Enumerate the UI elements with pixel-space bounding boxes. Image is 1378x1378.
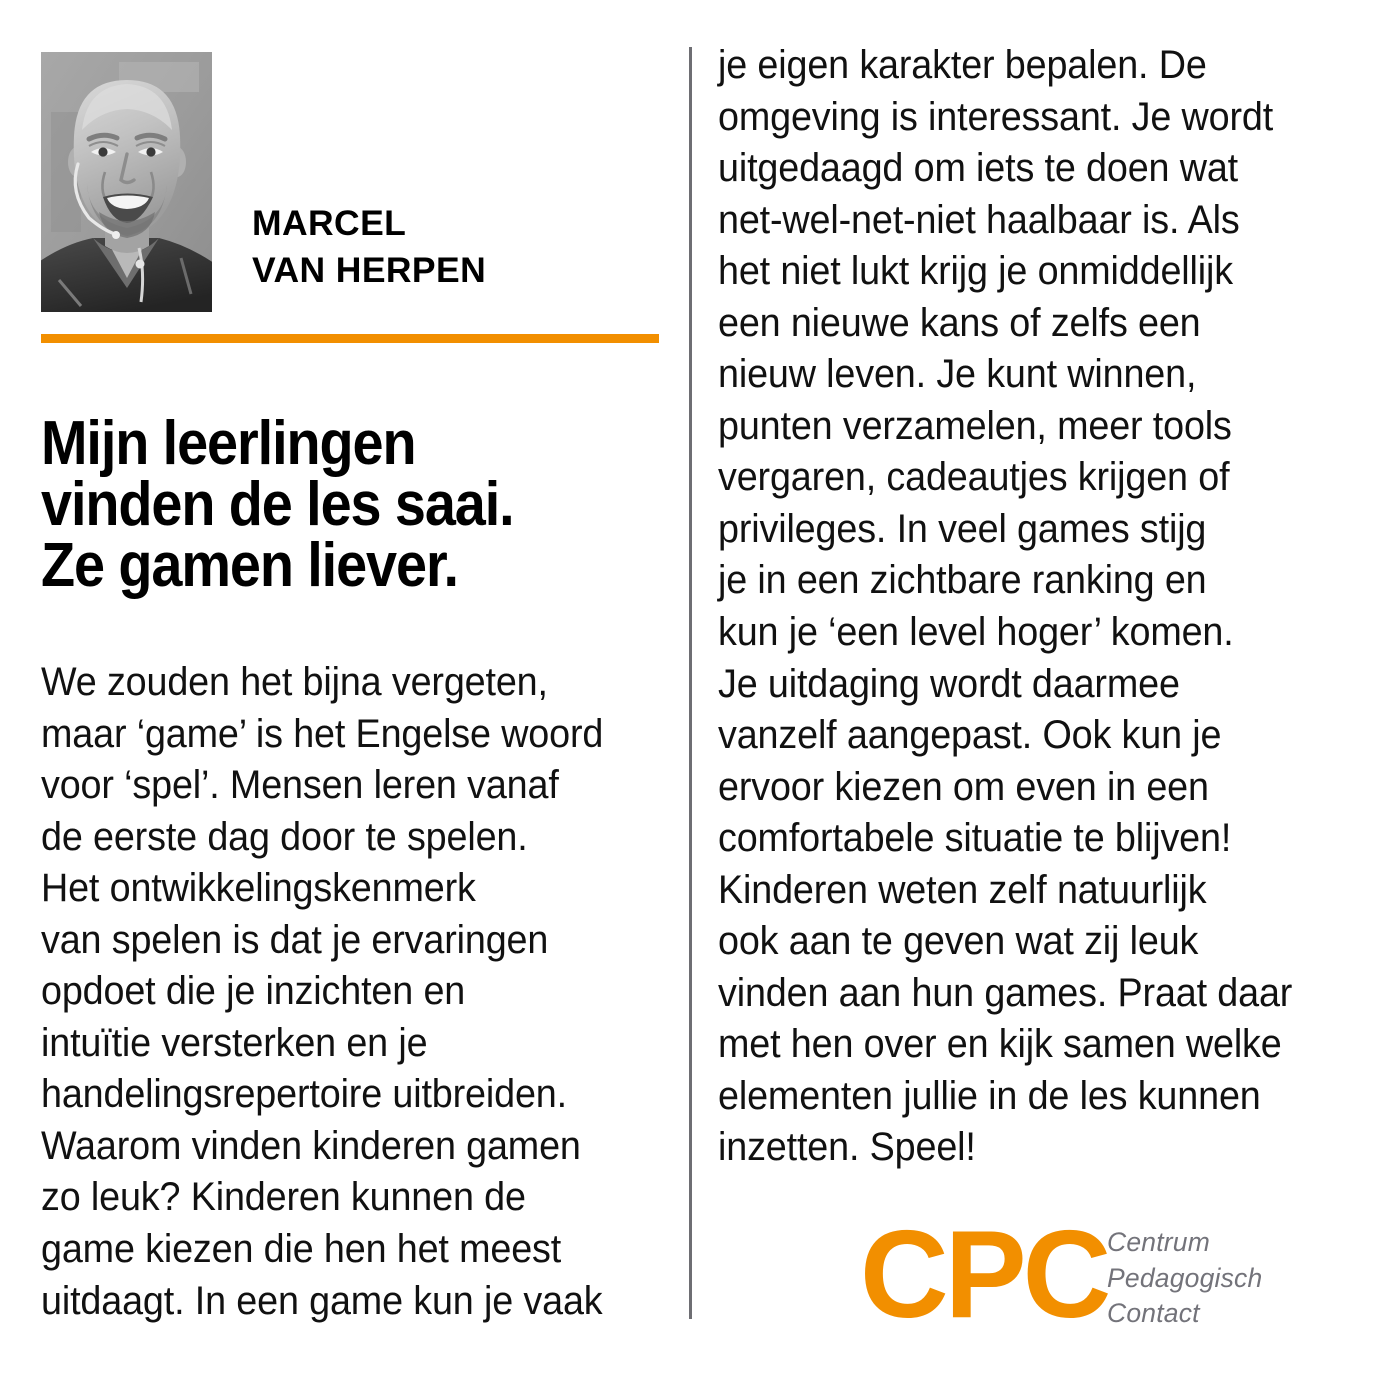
body-line: game kiezen die hen het meest	[41, 1227, 562, 1272]
body-line: vergaren, cadeautjes krijgen of	[718, 455, 1230, 500]
left-column-body-text	[41, 657, 652, 1327]
body-line: elementen jullie in de les kunnen	[718, 1073, 1261, 1118]
body-line: We zouden het bijna vergeten,	[41, 660, 548, 704]
cpc-tagline-line: Centrum	[1107, 1227, 1211, 1257]
left-column	[41, 0, 659, 1378]
column-divider	[689, 47, 692, 1319]
cpc-tagline-line: Pedagogisch	[1107, 1262, 1263, 1293]
headline-line: vinden de les saai.	[41, 469, 514, 539]
cpc-logo	[860, 1206, 1350, 1344]
body-line: met hen over en kijk samen welke	[718, 1022, 1282, 1067]
body-line: maar ‘game’ is het Engelse woord	[41, 711, 604, 756]
body-line: inzetten. Speel!	[718, 1125, 976, 1170]
body-line: van spelen is dat je ervaringen	[41, 917, 549, 962]
body-line: uitgedaagd om iets te doen wat	[718, 146, 1238, 191]
body-line: zo leuk? Kinderen kunnen de	[41, 1175, 526, 1220]
body-line: je in een zichtbare ranking en	[718, 558, 1207, 603]
body-line: de eerste dag door te spelen.	[41, 814, 528, 859]
body-line: privileges. In veel games stijg	[718, 506, 1207, 551]
author-name-line: VAN HERPEN	[252, 249, 487, 290]
body-line: handelingsrepertoire uitbreiden.	[41, 1072, 567, 1117]
author-portrait-photo	[41, 52, 212, 312]
body-line: kun je ‘een level hoger’ komen.	[718, 610, 1234, 655]
headline-line: Ze gamen liever.	[41, 531, 458, 601]
body-line: vinden aan hun games. Praat daar	[718, 970, 1293, 1015]
cpc-logo-mark: CPC	[860, 1206, 1108, 1344]
body-line: Je uitdaging wordt daarmee	[718, 661, 1180, 706]
body-line: opdoet die je inzichten en	[41, 969, 466, 1014]
orange-divider-rule	[41, 334, 659, 343]
body-line: Waarom vinden kinderen gamen	[41, 1123, 581, 1168]
body-line: ook aan te geven wat zij leuk	[718, 919, 1199, 964]
page-title	[41, 408, 599, 601]
body-line: net-wel-net-niet haalbaar is. Als	[718, 197, 1240, 242]
body-line: voor ‘spel’. Mensen leren vanaf	[41, 763, 559, 808]
author-name	[252, 200, 652, 294]
body-line: een nieuwe kans of zelfs een	[718, 300, 1201, 345]
right-column-body-text	[718, 40, 1329, 1174]
portrait-illustration	[41, 52, 212, 312]
body-line: punten verzamelen, meer tools	[718, 403, 1232, 448]
cpc-tagline-line: Contact	[1107, 1298, 1200, 1328]
body-line: intuïtie versterken en je	[41, 1020, 428, 1065]
body-line: uitdaagt. In een game kun je vaak	[41, 1278, 603, 1323]
body-line: je eigen karakter bepalen. De	[718, 43, 1207, 87]
body-line: Kinderen weten zelf natuurlijk	[718, 867, 1207, 912]
cpc-logo-tagline	[1107, 1225, 1347, 1332]
right-column	[718, 0, 1348, 1378]
headline-line: Mijn leerlingen	[41, 408, 416, 478]
body-line: het niet lukt krijg je onmiddellijk	[718, 249, 1233, 294]
body-line: vanzelf aangepast. Ook kun je	[718, 713, 1222, 758]
body-line: ervoor kiezen om even in een	[718, 764, 1209, 809]
author-block	[41, 52, 659, 314]
body-line: omgeving is interessant. Je wordt	[718, 94, 1274, 139]
body-line: Het ontwikkelingskenmerk	[41, 866, 476, 911]
body-line: comfortabele situatie te blijven!	[718, 816, 1232, 861]
body-line: nieuw leven. Je kunt winnen,	[718, 352, 1197, 397]
author-name-line: MARCEL	[252, 203, 407, 243]
